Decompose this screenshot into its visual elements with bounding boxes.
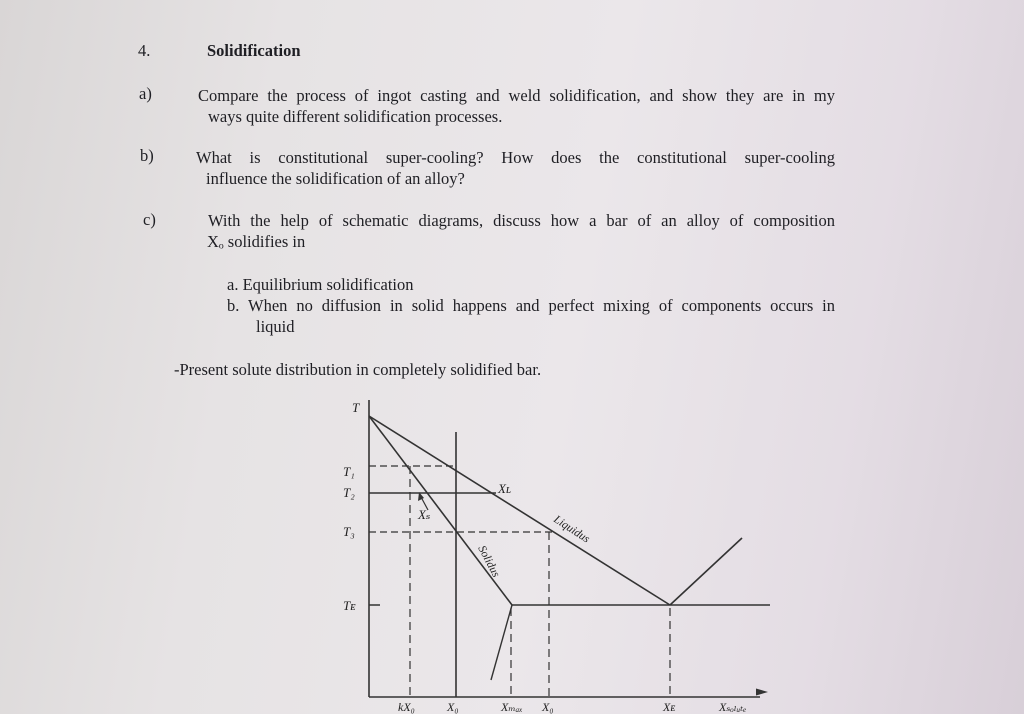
t2-label: T₂ [343, 485, 355, 500]
part-c-subitem-b-continued: liquid [256, 317, 295, 336]
x-label-kx0: kX₀ [398, 700, 415, 714]
part-c-line-1: With the help of schematic diagrams, discuss how a bar of an alloy of composition [208, 211, 835, 230]
part-b-label: b) [140, 146, 154, 165]
x-label-x0-right: X₀ [542, 700, 554, 714]
solute-distribution-note: -Present solute distribution in completely solidified bar. [174, 360, 542, 379]
part-a-line-2: ways quite different solidification processes. [208, 107, 503, 126]
x-label-xe: Xᴇ [663, 700, 676, 714]
x-axis-arrow [756, 689, 768, 696]
part-a-label: a) [139, 84, 152, 103]
te-label: Tᴇ [343, 598, 356, 613]
y-axis-label: T [352, 400, 360, 415]
t1-label: T₁ [343, 464, 355, 479]
part-b-line-1: What is constitutional super-cooling? How does the constitutional super-cooling [196, 148, 835, 167]
liquidus-label: Liquidus [551, 513, 592, 546]
x-label-xmax: Xₘₐₓ [501, 700, 523, 714]
xl-label: Xʟ [498, 481, 512, 496]
part-c-subitem-b: b. When no diffusion in solid happens and perfect mixing of components occurs in [227, 296, 835, 315]
liquidus-line [369, 416, 670, 605]
question-number: 4. [138, 41, 151, 60]
part-a-line-1: Compare the process of ingot casting and weld solidification, and show they are in my [198, 86, 835, 105]
solvus-line [491, 605, 512, 680]
x-label-x0: X₀ [447, 700, 459, 714]
part-c-label: c) [143, 210, 156, 229]
eutectic-liquidus-right [670, 538, 742, 605]
t3-label: T₃ [343, 524, 355, 539]
question-title: Solidification [207, 41, 301, 60]
solidus-label: Solidus [475, 543, 502, 580]
x-label-xsolute: Xₛₒₗᵤₜₑ [719, 700, 747, 714]
xs-label: Xₛ [418, 507, 431, 522]
part-b-line-2: influence the solidification of an alloy? [206, 169, 465, 188]
part-c-line-2: Xₒ solidifies in [207, 232, 306, 251]
part-c-subitem-a: a. Equilibrium solidification [227, 275, 414, 294]
